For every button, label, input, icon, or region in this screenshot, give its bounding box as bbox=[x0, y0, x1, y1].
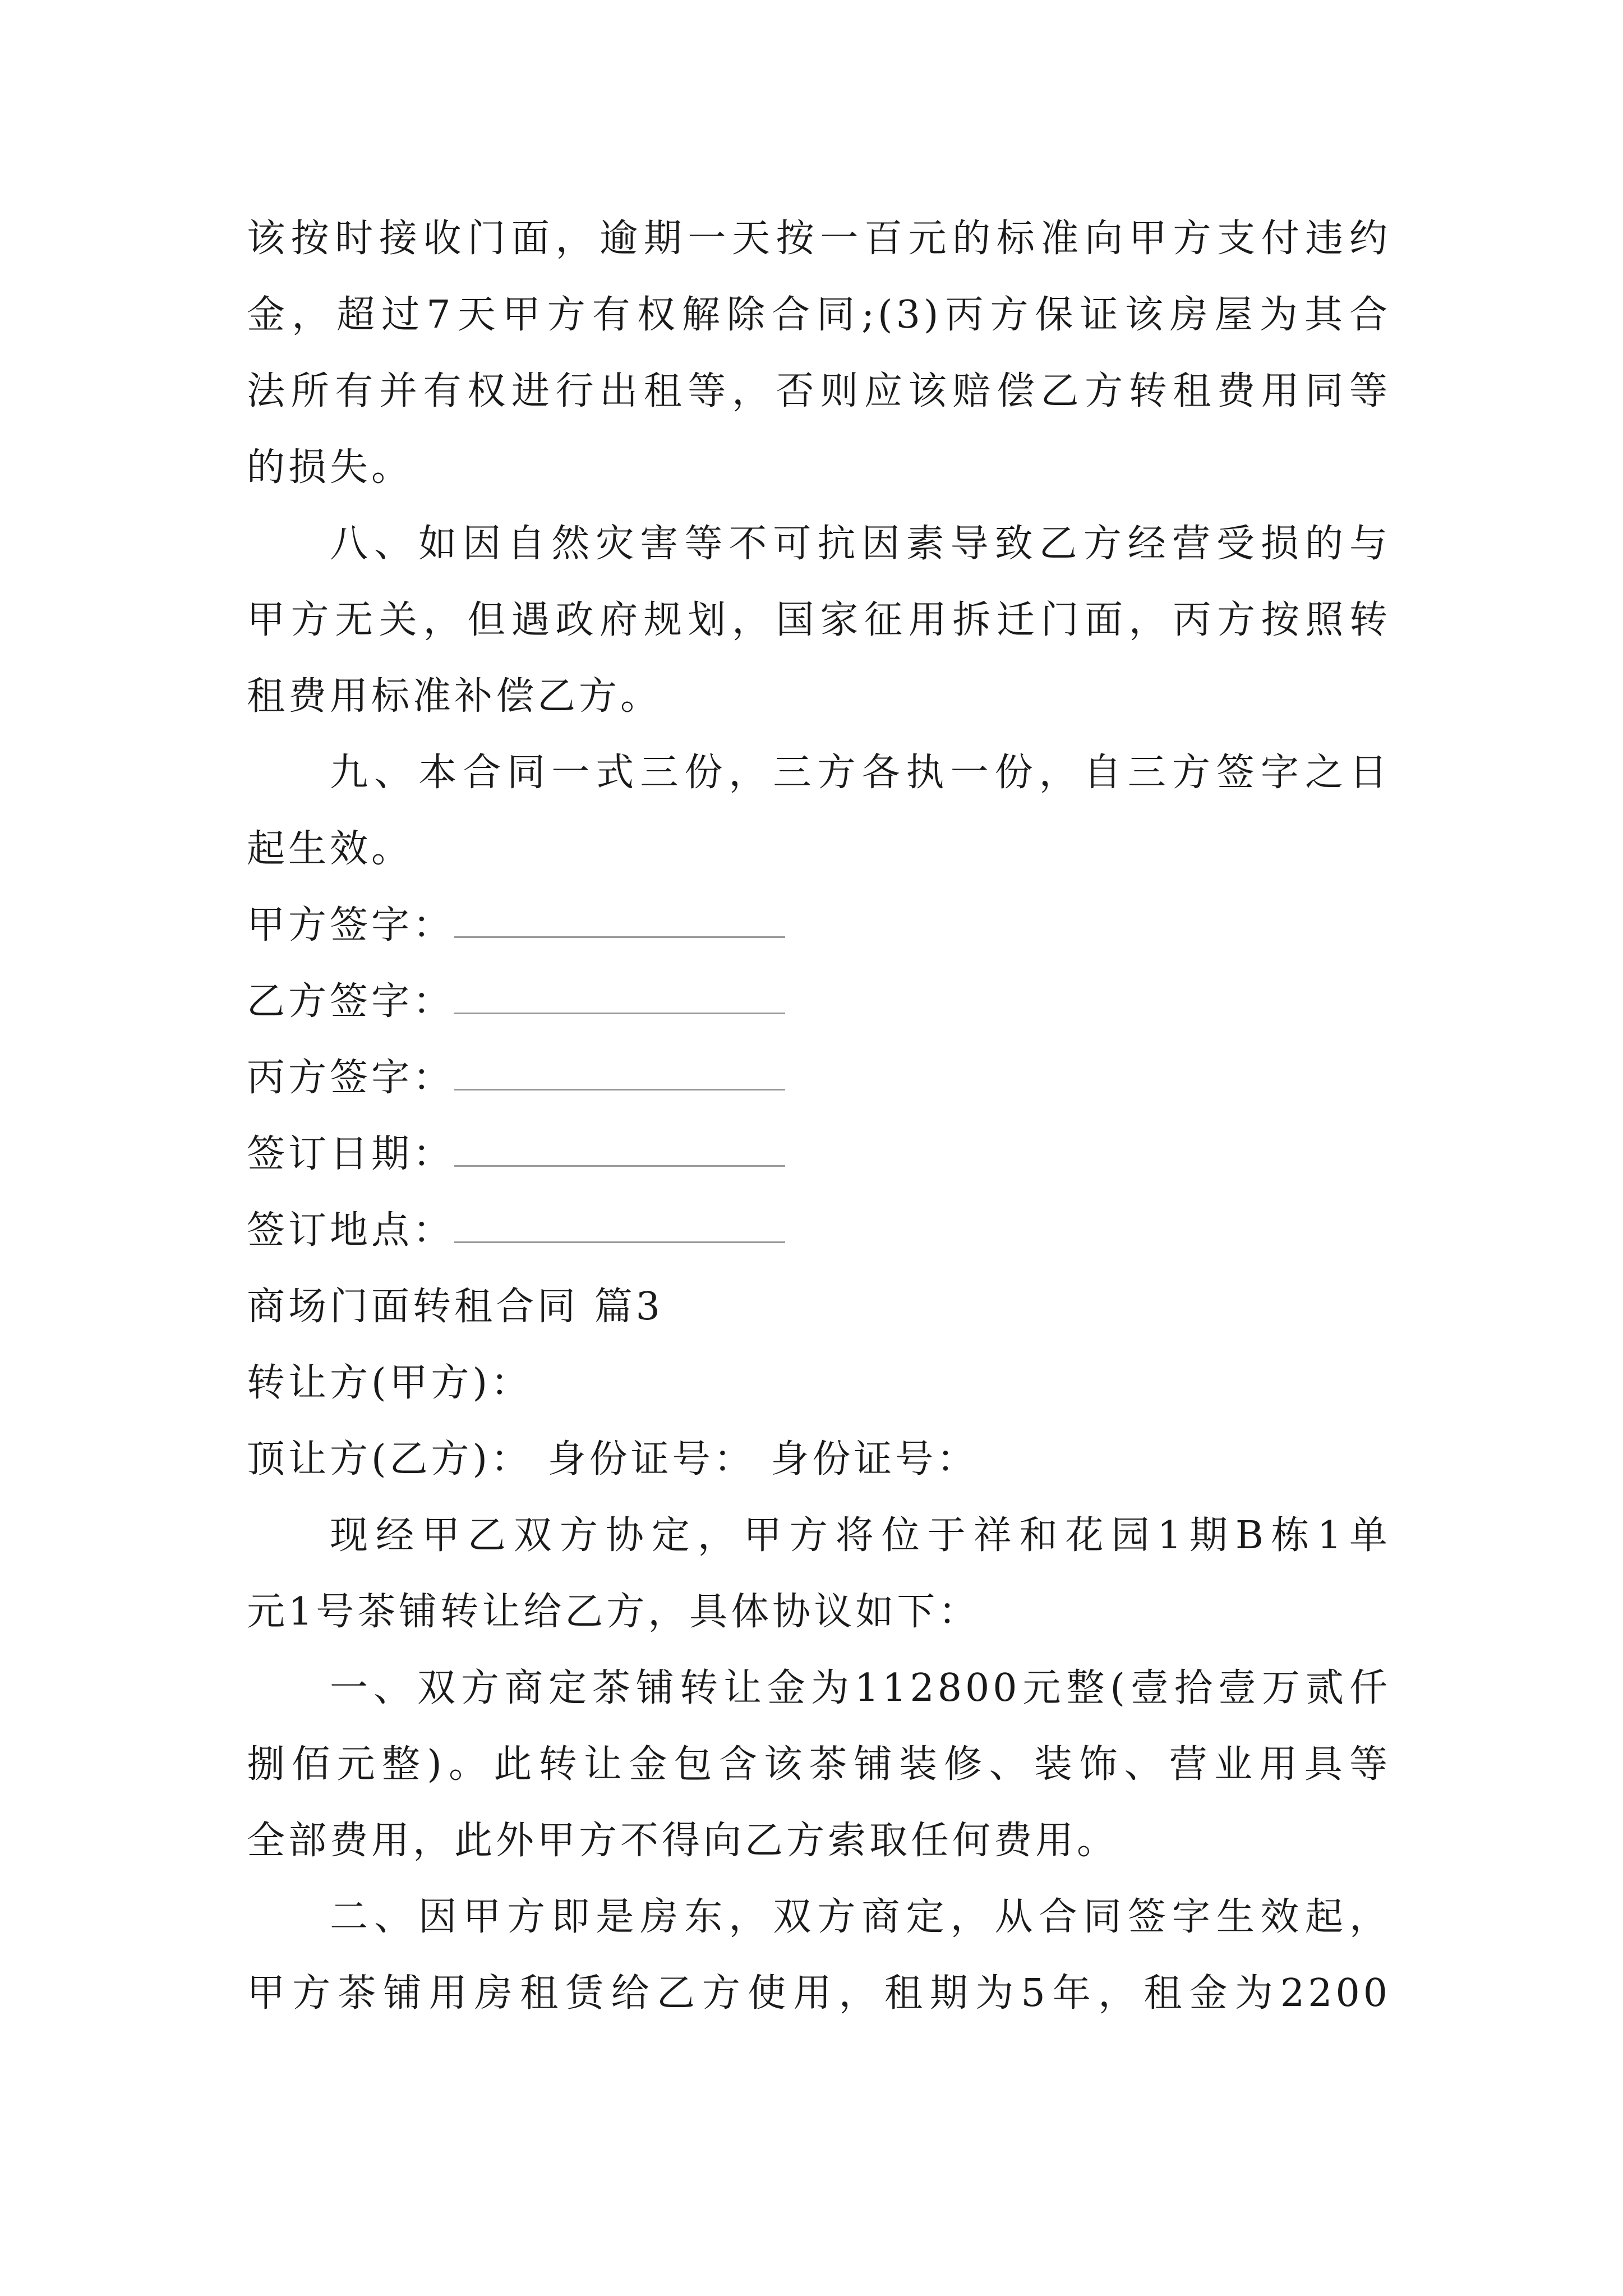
signature-place bbox=[247, 1193, 1391, 1269]
signature-block bbox=[247, 887, 1391, 1269]
text-line: 甲方无关，但遇政府规划，国家征用拆迁门面，丙方按照转 bbox=[247, 598, 1391, 642]
paragraph-8 bbox=[247, 506, 1391, 735]
text-line: 法所有并有权进行出租等，否则应该赔偿乙方转租费用同等 bbox=[247, 369, 1391, 413]
signature-blank-line bbox=[454, 1212, 785, 1243]
text-line: 该按时接收门面，逾期一天按一百元的标准向甲方支付违约 bbox=[247, 217, 1391, 261]
signature-label: 丙方签字： bbox=[247, 1056, 455, 1100]
text-line: 租费用标准补偿乙方。 bbox=[247, 674, 662, 719]
signature-label: 签订地点： bbox=[247, 1208, 455, 1253]
text-line: 的损失。 bbox=[247, 445, 413, 490]
signature-blank-line bbox=[454, 983, 785, 1014]
transferee-line: 顶让方(乙方)： 身份证号： 身份证号： bbox=[247, 1437, 979, 1481]
signature-blank-line bbox=[454, 1060, 785, 1091]
signature-party-a bbox=[247, 887, 1391, 964]
clause-1 bbox=[247, 1650, 1391, 1879]
signature-party-b bbox=[247, 964, 1391, 1040]
section-title: 商场门面转租合同 篇3 bbox=[247, 1285, 663, 1329]
text-line: 元1号茶铺转让给乙方，具体协议如下： bbox=[247, 1590, 980, 1634]
paragraph-9 bbox=[247, 735, 1391, 887]
signature-date bbox=[247, 1116, 1391, 1193]
text-line: 现经甲乙双方协定，甲方将位于祥和花园1期B栋1单 bbox=[330, 1513, 1391, 1558]
signature-party-c bbox=[247, 1040, 1391, 1116]
text-line: 八、如因自然灾害等不可抗因素导致乙方经营受损的与 bbox=[330, 522, 1391, 566]
signature-label: 乙方签字： bbox=[247, 979, 455, 1024]
text-line: 捌佰元整)。此转让金包含该茶铺装修、装饰、营业用具等 bbox=[247, 1742, 1391, 1787]
signature-label: 签订日期： bbox=[247, 1132, 455, 1176]
text-line: 九、本合同一式三份，三方各执一份，自三方签字之日 bbox=[330, 751, 1391, 795]
intro-paragraph bbox=[247, 1498, 1391, 1650]
text-line: 金，超过7天甲方有权解除合同;(3)丙方保证该房屋为其合 bbox=[247, 293, 1391, 337]
document-body bbox=[247, 201, 1391, 2032]
text-line: 一、双方商定茶铺转让金为112800元整(壹拾壹万贰仟 bbox=[330, 1666, 1391, 1710]
text-line: 起生效。 bbox=[247, 827, 413, 871]
signature-blank-line bbox=[454, 907, 785, 938]
paragraph-7-tail bbox=[247, 201, 1391, 506]
signature-label: 甲方签字： bbox=[247, 903, 455, 947]
text-line: 甲方茶铺用房租赁给乙方使用，租期为5年，租金为2200 bbox=[247, 1971, 1391, 2016]
transferor-line: 转让方(甲方)： bbox=[247, 1361, 533, 1405]
clause-2 bbox=[247, 1879, 1391, 2032]
text-line: 二、因甲方即是房东，双方商定，从合同签字生效起， bbox=[330, 1895, 1391, 1939]
signature-blank-line bbox=[454, 1136, 785, 1167]
text-line: 全部费用，此外甲方不得向乙方索取任何费用。 bbox=[247, 1819, 1119, 1863]
